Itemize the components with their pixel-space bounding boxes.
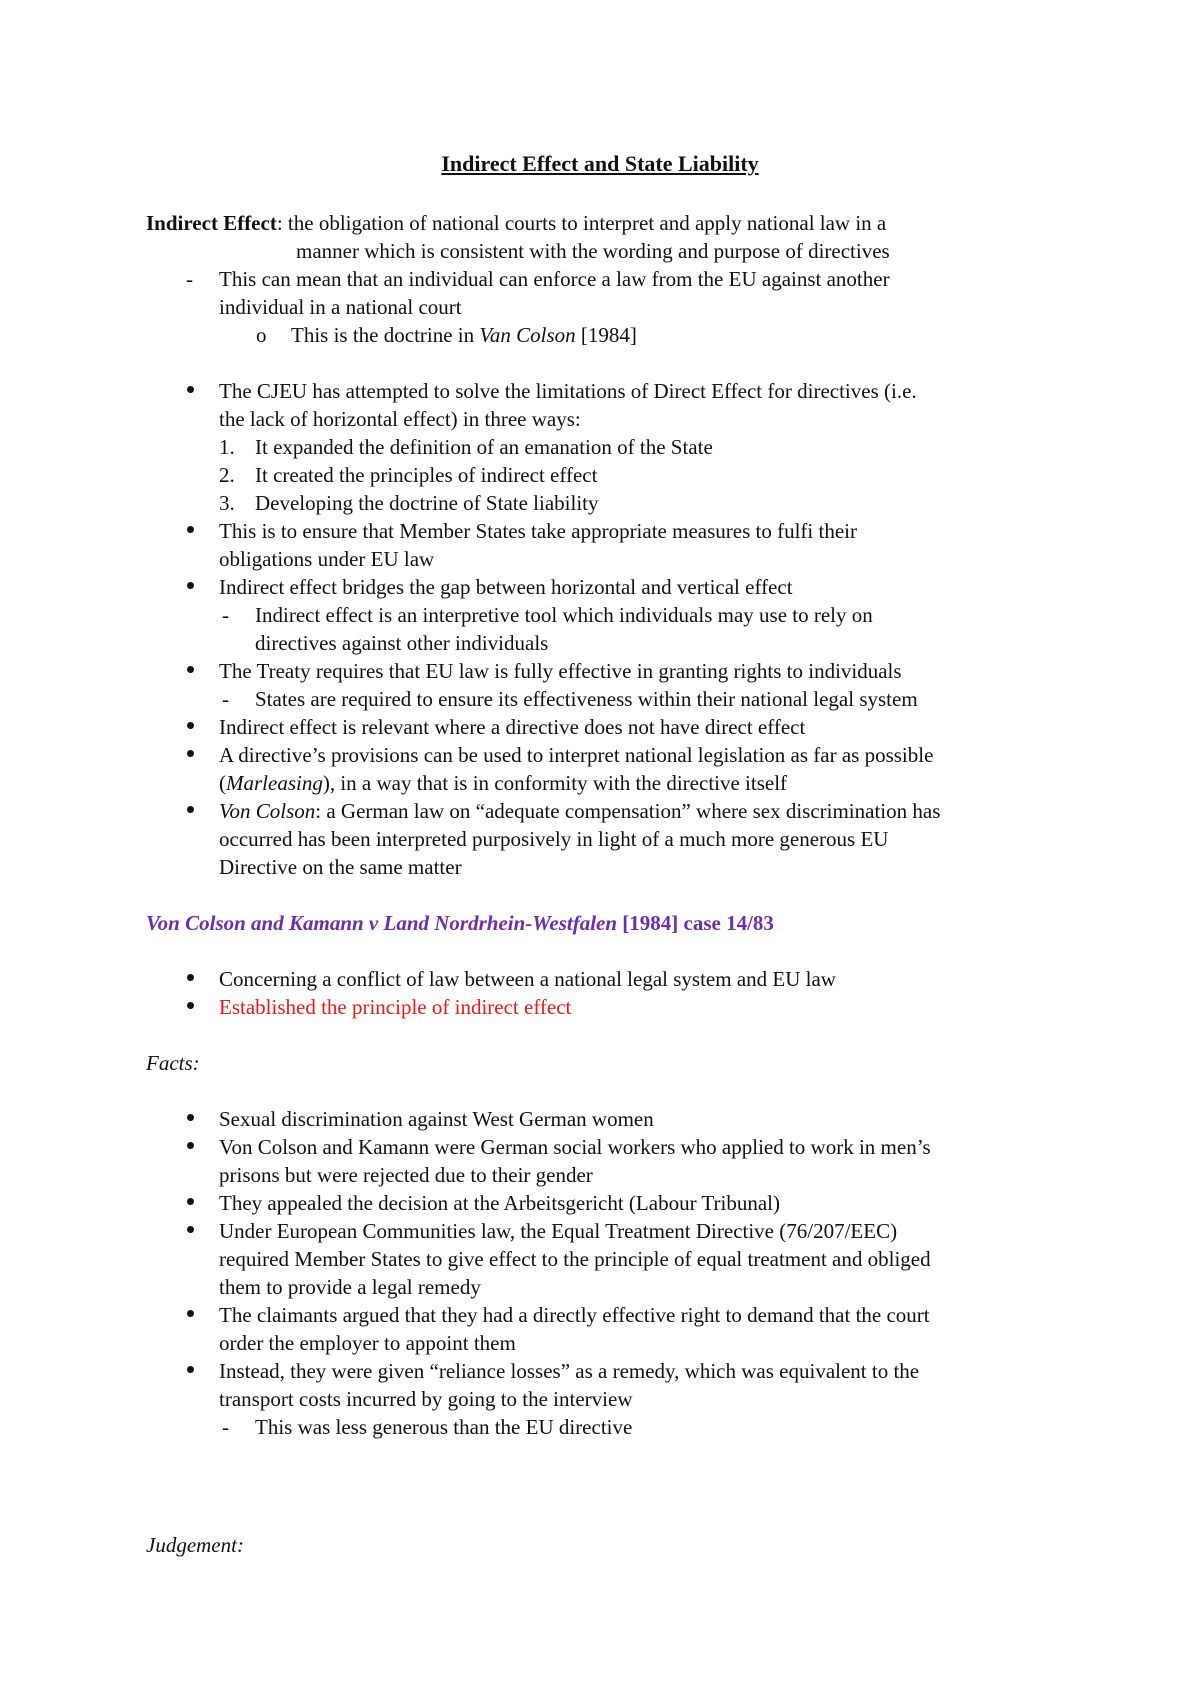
dash-marker: - bbox=[222, 687, 229, 711]
dash-bridge-line-2: directives against other individuals bbox=[255, 631, 549, 655]
numbered-item-1: It expanded the definition of an emanation of the State bbox=[255, 435, 713, 459]
fact-4-line-2: required Member States to give effect to the principle of equal treatment and obliged bbox=[219, 1247, 931, 1271]
bullet-von-colson-line-1 bbox=[219, 797, 940, 825]
fact-5-line-1: The claimants argued that they had a directly effective right to demand that the court bbox=[219, 1303, 930, 1327]
fact-2-line-2: prisons but were rejected due to their gender bbox=[219, 1163, 593, 1187]
bullet-ensure-line-1: This is to ensure that Member States take appropriate measures to fulfi their bbox=[219, 519, 857, 543]
definition-term: Indirect Effect bbox=[146, 211, 277, 235]
sub-item-text: This is the doctrine in bbox=[291, 323, 480, 347]
paren-open: ( bbox=[219, 771, 226, 795]
bullet-icon bbox=[187, 1142, 194, 1149]
bullet-von-colson-line-3: Directive on the same matter bbox=[219, 855, 462, 879]
bullet-cjeu-line-1: The CJEU has attempted to solve the limitations of Direct Effect for directives (i.e. bbox=[219, 379, 917, 403]
bullet-icon bbox=[187, 974, 194, 981]
page-title: Indirect Effect and State Liability bbox=[441, 151, 759, 176]
fact-5-line-2: order the employer to appoint them bbox=[219, 1331, 516, 1355]
bullet-icon bbox=[187, 582, 194, 589]
sub-item-van-colson bbox=[291, 321, 637, 349]
numbered-item-2: It created the principles of indirect effect bbox=[255, 463, 598, 487]
bullet-provisions-line-2 bbox=[219, 769, 787, 797]
dash-marker: - bbox=[186, 267, 193, 291]
fact-2-line-1: Von Colson and Kamann were German social workers who applied to work in men’s bbox=[219, 1135, 931, 1159]
judgement-heading: Judgement: bbox=[146, 1533, 244, 1557]
dash-marker: - bbox=[222, 1415, 229, 1439]
case-heading-name: Von Colson and Kamann v Land Nordrhein-Westfalen bbox=[146, 911, 618, 935]
case-name: Marleasing bbox=[226, 771, 323, 795]
bullet-bridge: Indirect effect bridges the gap between horizontal and vertical effect bbox=[219, 575, 793, 599]
dash-marker: - bbox=[222, 603, 229, 627]
case-name: Von Colson bbox=[219, 799, 316, 823]
fact-4-line-1: Under European Communities law, the Equal Treatment Directive (76/207/EEC) bbox=[219, 1219, 898, 1243]
case-heading-citation: [1984] case 14/83 bbox=[617, 911, 774, 935]
facts-heading: Facts: bbox=[146, 1051, 200, 1075]
bullet-icon bbox=[187, 1114, 194, 1121]
bullet-icon bbox=[187, 526, 194, 533]
bullet-icon bbox=[187, 1366, 194, 1373]
fact-6-line-1: Instead, they were given “reliance losses” as a remedy, which was equivalent to the bbox=[219, 1359, 920, 1383]
bullet-icon bbox=[187, 1198, 194, 1205]
bullet-icon bbox=[187, 386, 194, 393]
bullet-von-colson-line-2: occurred has been interpreted purposively in light of a much more generous EU bbox=[219, 827, 889, 851]
definition-line-2: manner which is consistent with the wording and purpose of directives bbox=[296, 239, 890, 263]
bullet-icon bbox=[187, 1310, 194, 1317]
numbered-item-3: Developing the doctrine of State liability bbox=[255, 491, 599, 515]
number-marker-1: 1. bbox=[219, 435, 235, 459]
dash-item-line-1: This can mean that an individual can enforce a law from the EU against another bbox=[219, 267, 890, 291]
bullet-treaty: The Treaty requires that EU law is fully effective in granting rights to individuals bbox=[219, 659, 902, 683]
bullet-provisions-line-1: A directive’s provisions can be used to interpret national legislation as far as possible bbox=[219, 743, 934, 767]
bullet-icon bbox=[187, 1226, 194, 1233]
bullet-icon bbox=[187, 666, 194, 673]
von-colson-text: : a German law on “adequate compensation” where sex discrimination has bbox=[315, 799, 941, 823]
fact-6-line-2: transport costs incurred by going to the interview bbox=[219, 1387, 633, 1411]
fact-3: They appealed the decision at the Arbeitsgericht (Labour Tribunal) bbox=[219, 1191, 781, 1215]
definition-line bbox=[146, 209, 886, 237]
bullet-ensure-line-2: obligations under EU law bbox=[219, 547, 435, 571]
fact-6-sub: This was less generous than the EU directive bbox=[255, 1415, 633, 1439]
definition-text: : the obligation of national courts to interpret and apply national law in a bbox=[276, 211, 887, 235]
case-bullet-conflict: Concerning a conflict of law between a national legal system and EU law bbox=[219, 967, 836, 991]
bullet-icon bbox=[187, 1002, 194, 1009]
bullet-relevant: Indirect effect is relevant where a directive does not have direct effect bbox=[219, 715, 806, 739]
fact-1: Sexual discrimination against West German women bbox=[219, 1107, 654, 1131]
number-marker-3: 3. bbox=[219, 491, 235, 515]
number-marker-2: 2. bbox=[219, 463, 235, 487]
circle-marker: o bbox=[256, 323, 267, 347]
bullet-cjeu-line-2: the lack of horizontal effect) in three ways: bbox=[219, 407, 581, 431]
dash-bridge-line-1: Indirect effect is an interpretive tool which individuals may use to rely on bbox=[255, 603, 873, 627]
bullet-icon bbox=[187, 722, 194, 729]
bullet-icon bbox=[187, 750, 194, 757]
sub-item-year: [1984] bbox=[575, 323, 637, 347]
dash-treaty: States are required to ensure its effectiveness within their national legal system bbox=[255, 687, 918, 711]
case-name: Van Colson bbox=[479, 323, 576, 347]
case-heading bbox=[146, 909, 774, 937]
dash-item-line-2: individual in a national court bbox=[219, 295, 462, 319]
bullet-icon bbox=[187, 806, 194, 813]
fact-4-line-3: them to provide a legal remedy bbox=[219, 1275, 481, 1299]
provisions-text: ), in a way that is in conformity with the directive itself bbox=[322, 771, 788, 795]
case-bullet-principle: Established the principle of indirect effect bbox=[219, 995, 572, 1019]
